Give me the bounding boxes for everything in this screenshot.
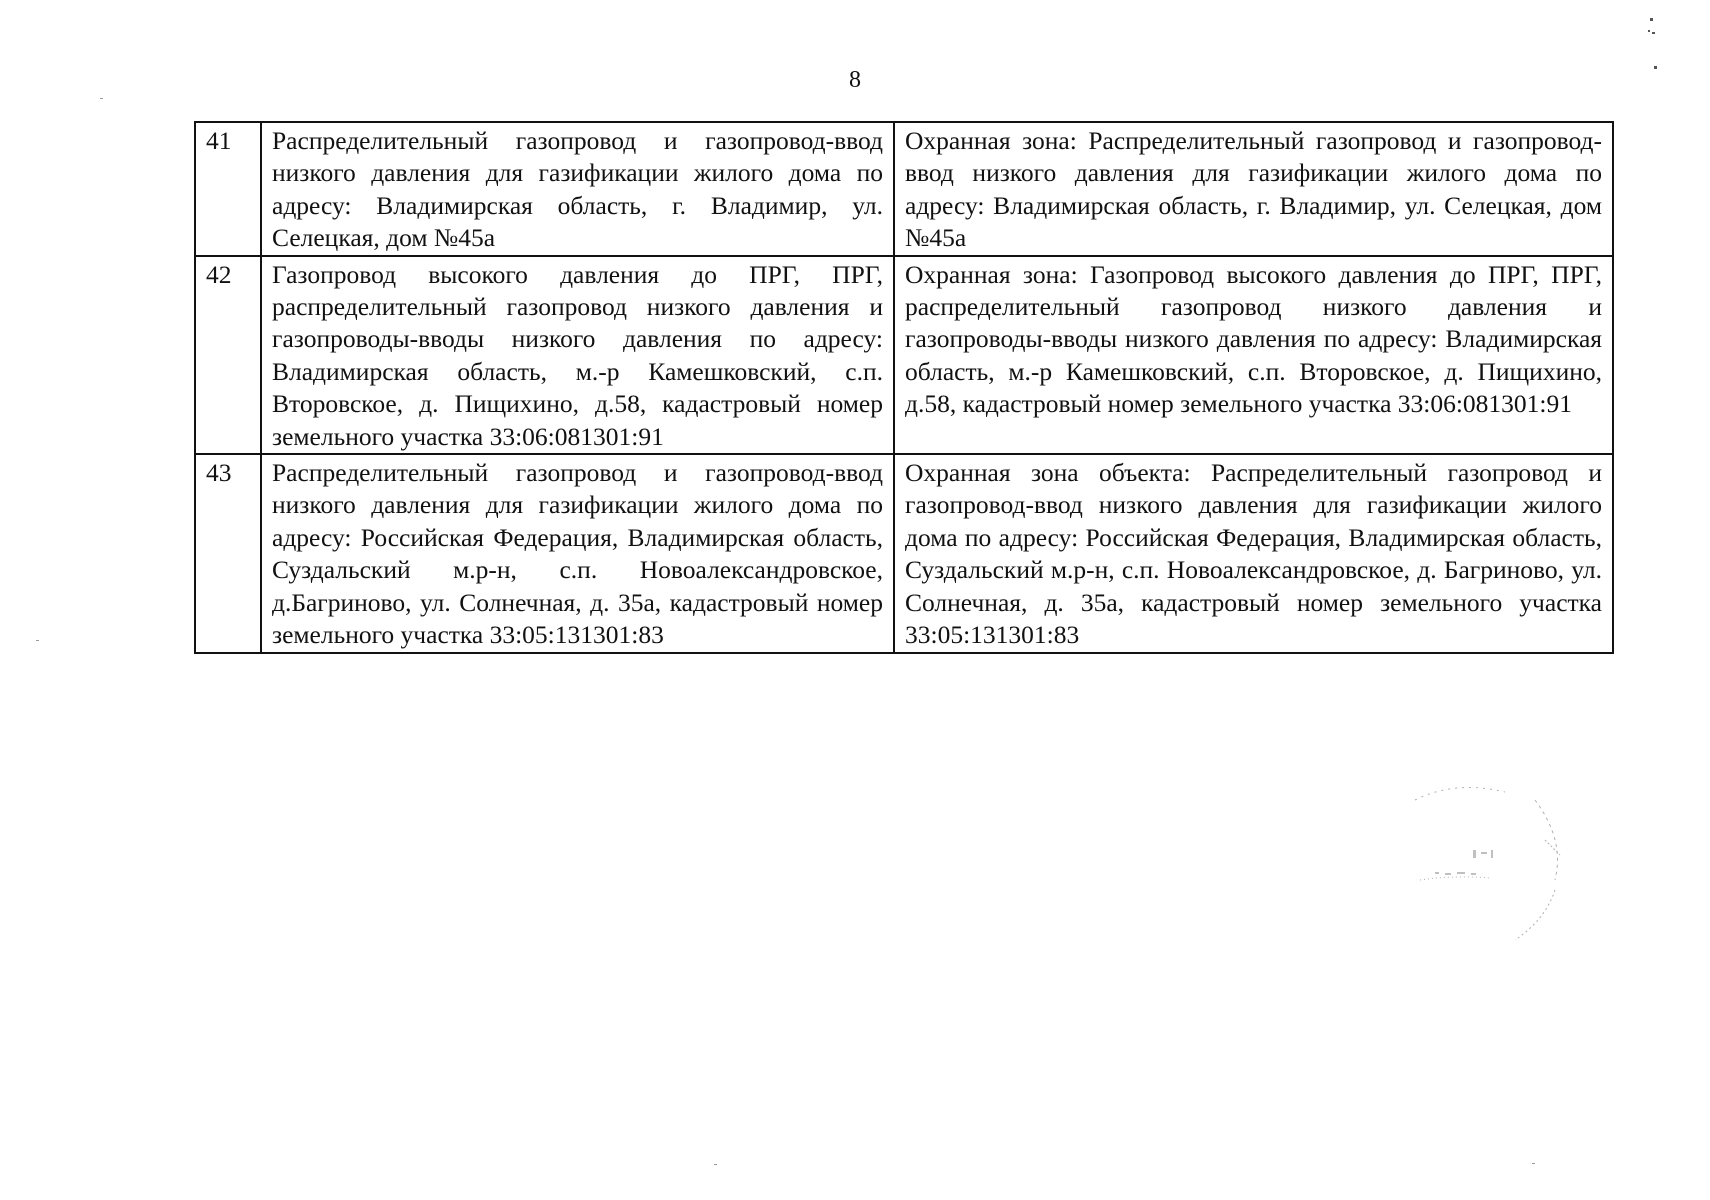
protection-zone-description: Охранная зона: Распределительный газопровод и газопровод-ввод низкого давления для газификации жилого дома по адресу: Владимирская область, г. Владимир, ул. Селецкая, дом №45а (894, 122, 1613, 256)
table-row (195, 122, 1613, 256)
object-description: Распределительный газопровод и газопровод-ввод низкого давления для газификации жилого дома по адресу: Владимирская область, г. Владимир, ул. Селецкая, дом №45а (261, 122, 894, 256)
protection-zone-description: Охранная зона объекта: Распределительный газопровод и газопровод-ввод низкого давления для газификации жилого дома по адресу: Российская Федерация, Владимирская область, Суздальский м.р-н, с.п. Новоалександровское, д. Багриново, ул. Солнечная, д. 35а, кадастровый номер земельного участка 33:05:131301:83 (894, 454, 1613, 652)
scan-speck (1532, 1163, 1535, 1164)
scan-speck (36, 640, 39, 641)
object-description: Газопровод высокого давления до ПРГ, ПРГ, распределительный газопровод низкого давления и газопроводы-вводы низкого давления по адресу: Владимирская область, м.-р Камешковский, с.п. Второвское, д. Пищихино, д.58, кадастровый номер земельного участка 33:06:081301:91 (261, 256, 894, 454)
row-number: 43 (195, 454, 261, 652)
row-number: 41 (195, 122, 261, 256)
scan-speck (714, 1164, 717, 1165)
protection-zones-table (194, 121, 1614, 654)
table-row (195, 256, 1613, 454)
faint-seal-stamp-icon (1395, 780, 1595, 960)
corner-specks-icon (1640, 14, 1670, 74)
page-number: 8 (849, 67, 861, 93)
row-number: 42 (195, 256, 261, 454)
protection-zone-description: Охранная зона: Газопровод высокого давления до ПРГ, ПРГ, распределительный газопровод низкого давления и газопроводы-вводы низкого давления по адресу: Владимирская область, м.-р Камешковский, с.п. Второвское, д. Пищихино, д.58, кадастровый номер земельного участка 33:06:081301:91 (894, 256, 1613, 454)
table-row (195, 454, 1613, 652)
object-description: Распределительный газопровод и газопровод-ввод низкого давления для газификации жилого дома по адресу: Российская Федерация, Владимирская область, Суздальский м.р-н, с.п. Новоалександровское, д.Багриново, ул. Солнечная, д. 35а, кадастровый номер земельного участка 33:05:131301:83 (261, 454, 894, 652)
scan-speck (100, 98, 103, 99)
